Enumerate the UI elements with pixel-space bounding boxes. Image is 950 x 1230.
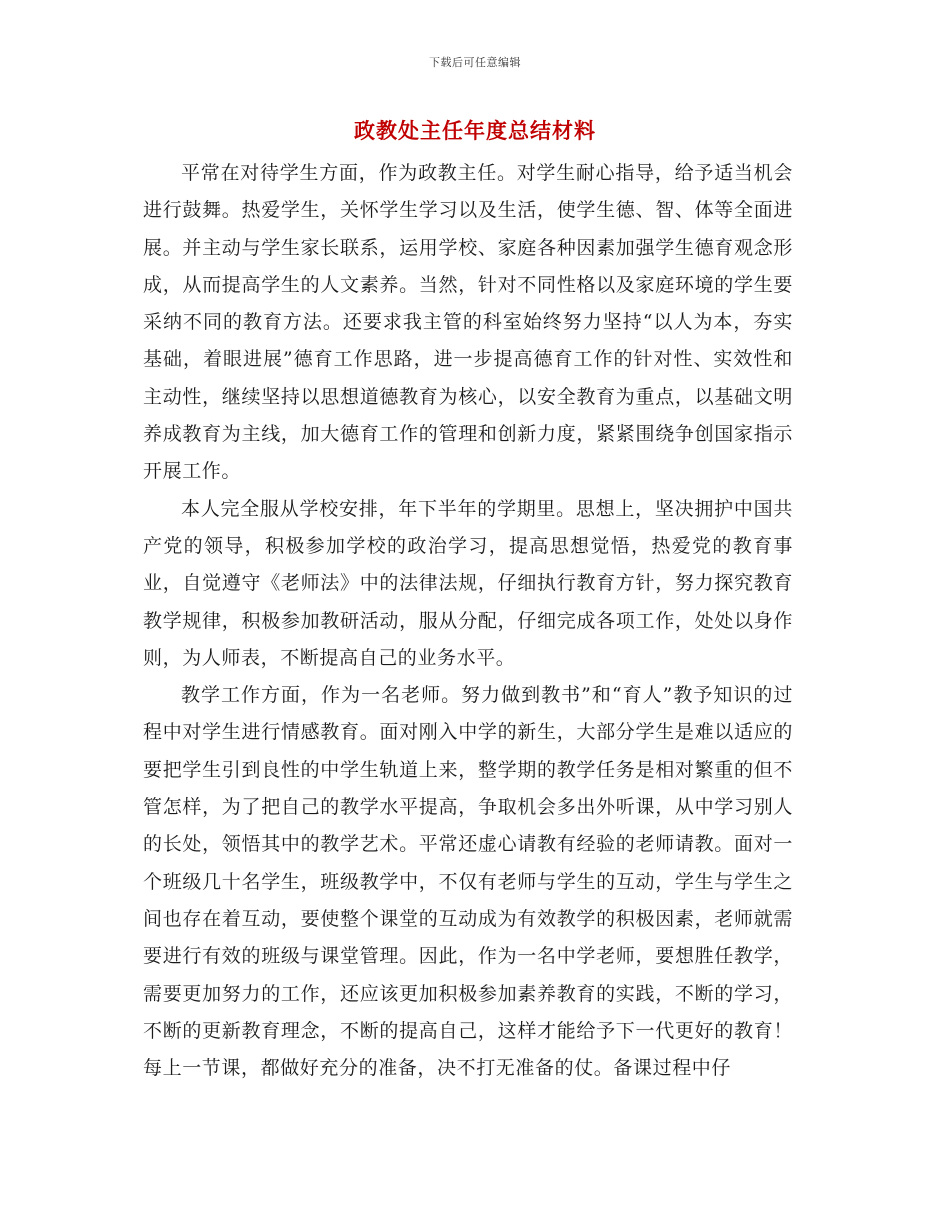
header-note: 下载后可任意编辑 — [429, 56, 521, 69]
paragraph-1: 平常在对待学生方面，作为政教主任。对学生耐心指导，给予适当机会进行鼓舞。热爱学生，关怀学生学习以及生活，使学生德、智、体等全面进展。并主动与学生家长联系，运用学校、家庭各种因素加强学生德育观念形成，从而提高学生的人文素养。当然，针对不同性格以及家庭环境的学生要采纳不同的教育方法。还要求我主管的科室始终努力坚持“以人为本，夯实基础，着眼进展”德育工作思路，进一步提高德育工作的针对性、实效性和主动性，继续坚持以思想道德教育为核心，以安全教育为重点，以基础文明养成教育为主线，加大德育工作的管理和创新力度，紧紧围绕争创国家指示开展工作。 — [143, 162, 793, 483]
document-title: 政教处主任年度总结材料 — [354, 118, 596, 143]
paragraph-2: 本人完全服从学校安排，年下半年的学期里。思想上，坚决拥护中国共产党的领导，积极参加学校的政治学习，提高思想觉悟，热爱党的教育事业，自觉遵守《老师法》中的法律法规，仔细执行教育方针，努力探究教育教学规律，积极参加教研活动，服从分配，仔细完成各项工作，处处以身作则，为人师表，不断提高自己的业务水平。 — [143, 497, 793, 669]
paragraph-3: 教学工作方面，作为一名老师。努力做到教书”和“育人”教予知识的过程中对学生进行情感教育。面对刚入中学的新生，大部分学生是难以适应的要把学生引到良性的中学生轨道上来，整学期的教学任务是相对繁重的但不管怎样，为了把自己的教学水平提高，争取机会多出外听课，从中学习别人的长处，领悟其中的教学艺术。平常还虚心请教有经验的老师请教。面对一个班级几十名学生，班级教学中，不仅有老师与学生的互动，学生与学生之间也存在着互动，要使整个课堂的互动成为有效教学的积极因素，老师就需要进行有效的班级与课堂管理。因此，作为一名中学老师，要想胜任教学，需要更加努力的工作，还应该更加积极参加素养教育的实践，不断的学习，不断的更新教育理念，不断的提高自己，这样才能给予下一代更好的教育！每上一节课，都做好充分的准备，决不打无准备的仗。备课过程中仔 — [143, 684, 793, 1080]
document-body — [143, 155, 793, 1087]
